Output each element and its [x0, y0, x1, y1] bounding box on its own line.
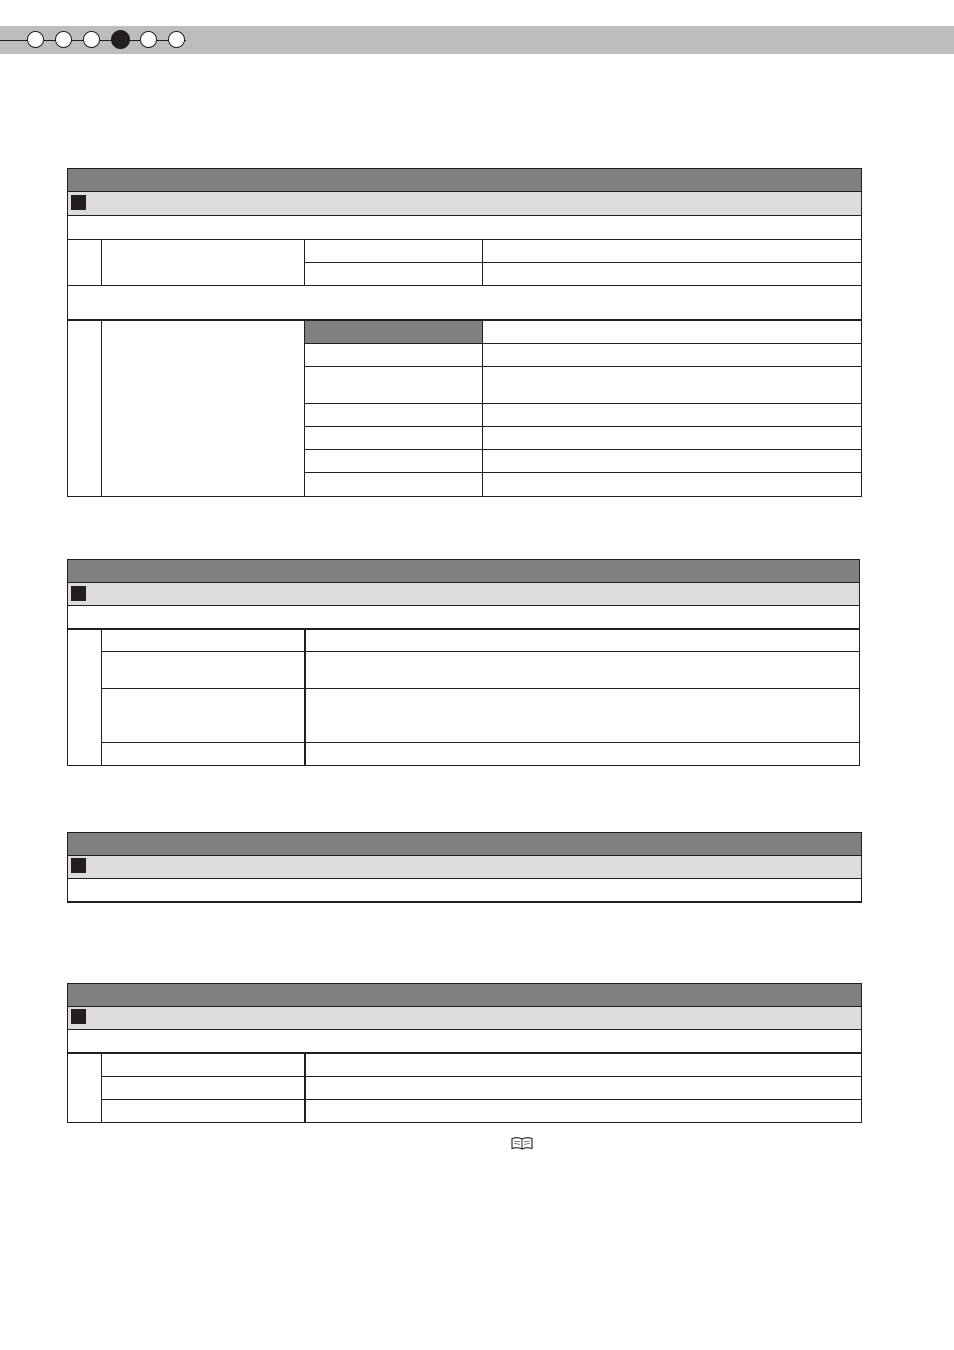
section-marker-icon: [71, 195, 86, 210]
column-divider: [101, 239, 102, 285]
column-divider: [101, 1053, 102, 1123]
step-indicator-3: [83, 31, 100, 48]
column-divider: [304, 629, 306, 766]
row-divider: [304, 426, 862, 427]
row-divider: [304, 403, 862, 404]
step-indicator-2: [55, 31, 72, 48]
table-title-bar: [67, 983, 862, 1007]
column-divider: [101, 320, 102, 497]
row-divider: [67, 239, 862, 240]
table-subtitle-bar: [67, 1007, 862, 1030]
table-subtitle-bar: [67, 192, 862, 216]
column-divider: [482, 239, 483, 285]
column-divider: [304, 1053, 306, 1123]
table-subtitle-bar: [67, 856, 862, 879]
column-divider: [482, 320, 483, 497]
table-title-bar: [67, 168, 862, 192]
row-divider: [67, 628, 860, 630]
column-divider: [304, 239, 305, 285]
column-divider: [101, 629, 102, 766]
section-marker-icon: [71, 858, 86, 873]
row-divider: [304, 449, 862, 450]
table-body: [67, 216, 862, 497]
step-indicator-6: [168, 31, 185, 48]
step-indicator-1: [27, 31, 44, 48]
row-divider: [304, 343, 862, 344]
step-indicator-5: [140, 31, 157, 48]
row-divider: [101, 688, 860, 689]
row-divider: [304, 472, 862, 473]
table-title-bar: [67, 559, 860, 583]
row-divider: [101, 742, 860, 743]
row-divider: [101, 1076, 862, 1077]
table-body: [67, 879, 862, 903]
row-divider: [101, 651, 860, 652]
table-title-bar: [67, 832, 862, 856]
row-divider: [67, 1052, 862, 1054]
section-marker-icon: [71, 586, 86, 601]
row-divider: [304, 262, 862, 263]
section-marker-icon: [71, 1009, 86, 1024]
gray-header-cell: [304, 321, 482, 343]
book-icon: [510, 1136, 534, 1150]
row-divider: [67, 285, 862, 286]
step-indicator-4-active: [111, 30, 130, 49]
row-divider: [304, 366, 862, 367]
row-divider: [101, 1099, 862, 1100]
table-subtitle-bar: [67, 583, 860, 606]
column-divider: [304, 320, 305, 497]
